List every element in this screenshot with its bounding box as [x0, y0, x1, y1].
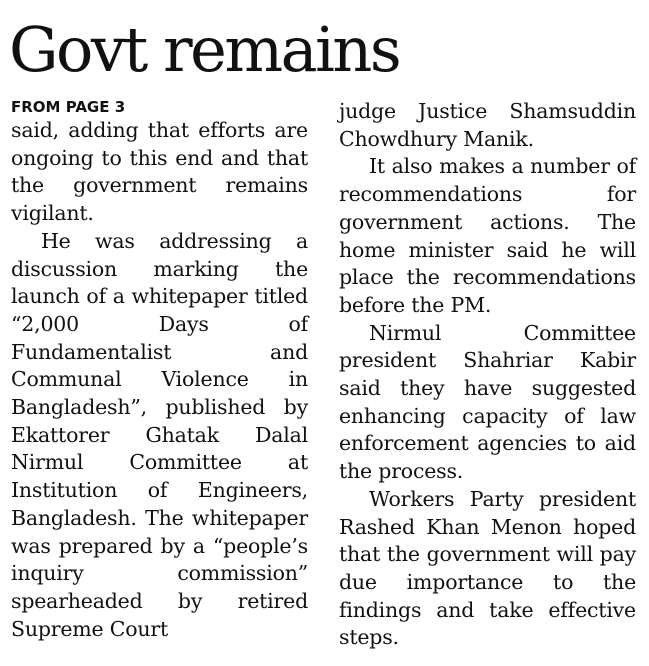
paragraph: judge Justice Shamsuddin Chowdhury Manik.	[339, 99, 636, 151]
paragraph: Workers Party president Rashed Khan Menon hoped that the government will pay due importance to the findings and take effective steps.	[339, 486, 636, 650]
paragraph: said, adding that efforts are ongoing to this end and that the government remains vigilant.	[11, 118, 308, 226]
paragraph: Nirmul Committee president Shahriar Kabir said they have suggested enhancing capacity of law enforcement agencies to aid the process.	[339, 320, 636, 484]
paragraph: He was addressing a discussion marking the launch of a whitepaper titled “2,000 Days of Fundamentalist and Communal Violence in Bangladesh”, published by Ekattorer Ghatak Dalal Nirmul Committee at Institution of Engineers, Bangladesh. The whitepaper was prepared by a “people’s inquiry commission” spearheaded by retired Supreme Court	[11, 228, 308, 641]
article-column-left	[11, 98, 308, 643]
article-column-right	[339, 98, 636, 652]
headline: Govt remains	[9, 13, 400, 86]
continuation-kicker: FROM PAGE 3	[11, 98, 126, 116]
paragraph: It also makes a number of recommendations for government actions. The home minister said he will place the recommendations before the PM.	[339, 154, 636, 317]
